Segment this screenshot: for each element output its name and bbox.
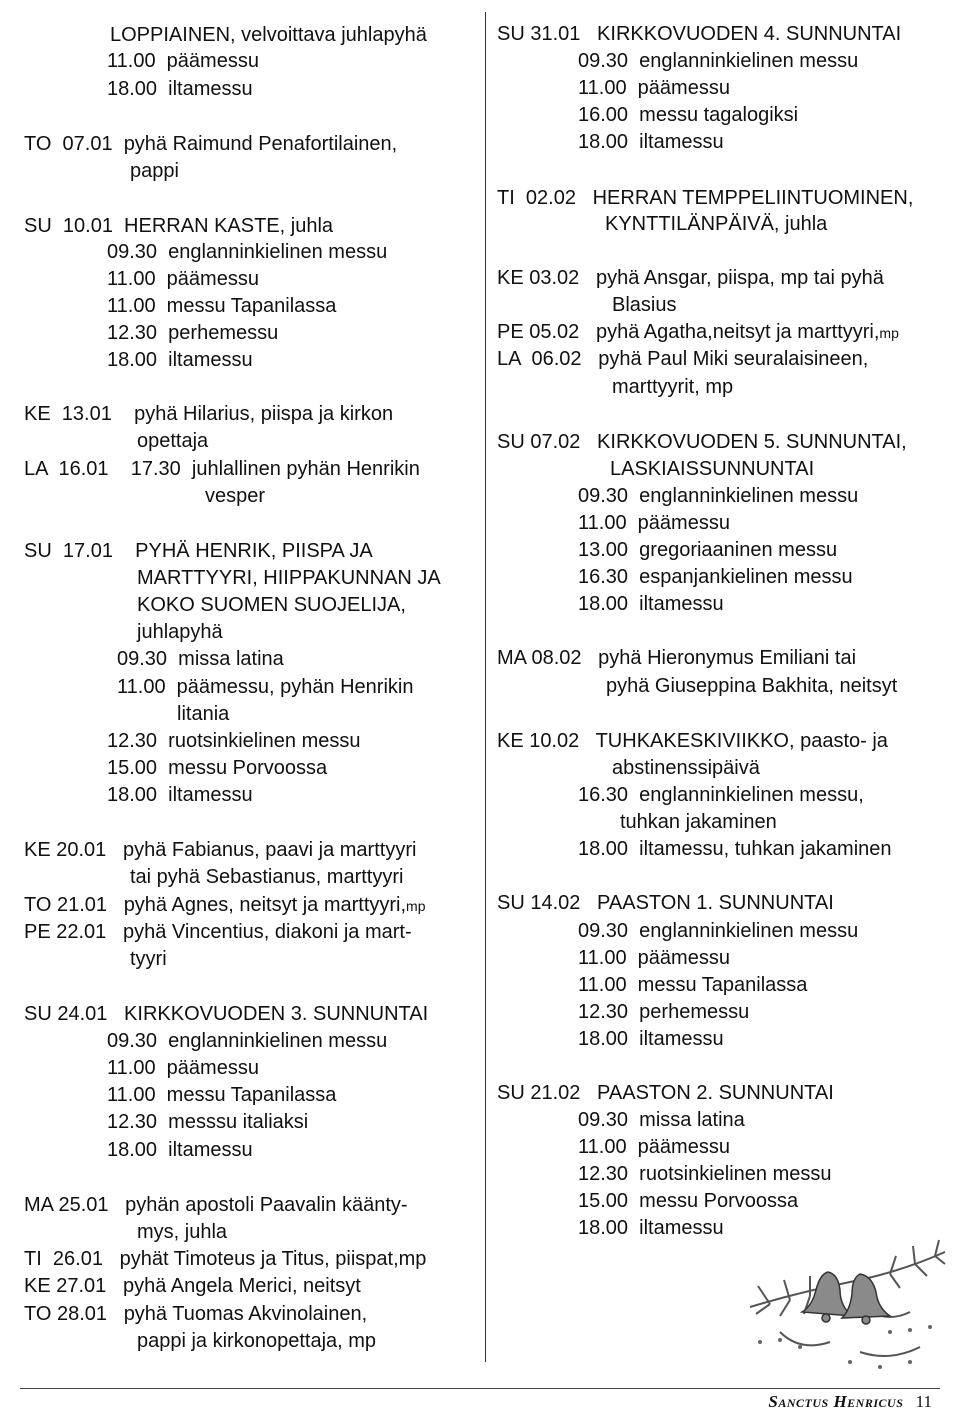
line-text: tuhkan jakaminen: [620, 811, 777, 833]
right-line: [497, 890, 834, 917]
line-text: 09.30 englanninkielinen messu: [578, 920, 859, 942]
left-line: [137, 592, 406, 619]
column-divider: [485, 12, 486, 1362]
line-text: 16.00 messu tagalogiksi: [578, 104, 799, 126]
right-line: [578, 102, 798, 129]
right-line: [578, 510, 730, 537]
publication-name: Sanctus Henricus: [768, 1392, 904, 1411]
line-text: tyyri: [130, 948, 167, 970]
right-line: [497, 645, 856, 672]
line-text: 16.30 espanjankielinen messu: [578, 566, 853, 588]
line-text: pappi: [130, 160, 179, 182]
left-line: [107, 293, 336, 320]
right-line: [578, 972, 807, 999]
line-text: PE 05.02 pyhä Agatha,neitsyt ja marttyyri,: [497, 321, 880, 343]
footer-rule: [20, 1388, 940, 1389]
left-line: [24, 919, 412, 946]
line-text: TI 02.02 HERRAN TEMPPELIINTUOMINEN,: [497, 187, 914, 209]
left-line: [107, 1055, 259, 1082]
line-text: 11.00 messu Tapanilassa: [107, 1084, 337, 1106]
line-text: SU 24.01 KIRKKOVUODEN 3. SUNNUNTAI: [24, 1003, 429, 1025]
line-text: 11.00 päämessu: [107, 268, 259, 290]
line-text: 18.00 iltamessu: [107, 78, 253, 100]
left-line: [24, 1301, 367, 1328]
left-line: [107, 755, 327, 782]
line-text: KE 20.01 pyhä Fabianus, paavi ja marttyyri: [24, 839, 417, 861]
left-line: [110, 22, 427, 49]
right-line: [578, 1161, 831, 1188]
left-line: [137, 428, 208, 455]
line-text: SU 31.01 KIRKKOVUODEN 4. SUNNUNTAI: [497, 23, 902, 45]
right-line: [578, 1134, 730, 1161]
left-line: [117, 646, 284, 673]
right-line: [578, 564, 853, 591]
line-text: LA 06.02 pyhä Paul Miki seuralaisineen,: [497, 348, 869, 370]
right-line: [578, 836, 892, 863]
line-text: 11.00 messu Tapanilassa: [107, 295, 337, 317]
left-line: [107, 1109, 308, 1136]
right-line: [578, 782, 864, 809]
line-text: LASKIAISSUNNUNTAI: [610, 458, 815, 480]
left-line: [107, 728, 360, 755]
line-text: 18.00 iltamessu: [578, 1217, 724, 1239]
line-text: KOKO SUOMEN SUOJELIJA,: [137, 594, 406, 616]
right-line: [578, 1026, 724, 1053]
line-text: KE 27.01 pyhä Angela Merici, neitsyt: [24, 1275, 361, 1297]
line-text: 11.00 päämessu: [107, 50, 259, 72]
line-text: 11.00 päämessu: [578, 947, 730, 969]
line-text: juhlapyhä: [137, 621, 223, 643]
left-line: [130, 158, 179, 185]
right-line: [578, 591, 724, 618]
right-line: [578, 1215, 724, 1242]
right-line: [612, 374, 733, 401]
left-line: [24, 401, 393, 428]
line-text: TI 26.01 pyhät Timoteus ja Titus, piispat,mp: [24, 1248, 427, 1270]
right-line: [612, 755, 760, 782]
right-line: [578, 999, 749, 1026]
line-text: 18.00 iltamessu: [578, 131, 724, 153]
left-line: [107, 320, 278, 347]
left-line: [137, 619, 223, 646]
right-line: [578, 1188, 798, 1215]
line-text: 12.30 messsu italiaksi: [107, 1111, 309, 1133]
line-text: TO 21.01 pyhä Agnes, neitsyt ja marttyyri,: [24, 894, 407, 916]
page-number: 11: [915, 1392, 932, 1411]
left-line: [130, 946, 167, 973]
line-text: PE 22.01 pyhä Vincentius, diakoni ja mart-: [24, 921, 412, 943]
left-line: [24, 131, 397, 158]
right-line: [497, 265, 884, 292]
line-text: TO 07.01 pyhä Raimund Penafortilainen,: [24, 133, 398, 155]
christmas-bells-icon: [740, 1212, 950, 1382]
right-line: [578, 945, 730, 972]
right-line: [578, 48, 858, 75]
line-text: 11.00 päämessu: [578, 512, 730, 534]
left-line: [107, 1137, 253, 1164]
right-line: [497, 429, 907, 456]
line-text: 09.30 englanninkielinen messu: [107, 241, 388, 263]
right-line: [497, 346, 868, 373]
line-text: KYNTTILÄNPÄIVÄ, juhla: [605, 213, 828, 235]
left-line: [24, 892, 425, 919]
line-text: litania: [177, 703, 230, 725]
right-line: [497, 1080, 834, 1107]
line-text: 11.00 messu Tapanilassa: [578, 974, 808, 996]
line-text: 09.30 englanninkielinen messu: [107, 1030, 388, 1052]
line-text: 18.00 iltamessu: [107, 784, 253, 806]
right-line: [578, 537, 837, 564]
right-line: [497, 21, 901, 48]
left-line: [107, 1082, 336, 1109]
right-line: [497, 185, 913, 212]
line-text: SU 14.02 PAASTON 1. SUNNUNTAI: [497, 892, 834, 914]
left-line: [107, 76, 253, 103]
line-text: 11.00 päämessu, pyhän Henrikin: [117, 676, 414, 698]
left-line: [107, 266, 259, 293]
line-text: pyhä Giuseppina Bakhita, neitsyt: [606, 675, 898, 697]
line-text: tai pyhä Sebastianus, marttyyri: [130, 866, 404, 888]
line-text: SU 10.01 HERRAN KASTE, juhla: [24, 215, 334, 237]
left-line: [24, 1192, 408, 1219]
line-text: 12.30 ruotsinkielinen messu: [107, 730, 361, 752]
left-line: [24, 538, 373, 565]
left-line: [107, 239, 387, 266]
line-text: KE 10.02 TUHKAKESKIVIIKKO, paasto- ja: [497, 730, 888, 752]
right-line: [578, 1107, 745, 1134]
left-line: [177, 701, 229, 728]
line-text: 18.00 iltamessu: [107, 349, 253, 371]
line-text: Blasius: [612, 294, 677, 316]
left-line: [24, 837, 416, 864]
line-text: 12.30 ruotsinkielinen messu: [578, 1163, 832, 1185]
left-line: [137, 1328, 376, 1355]
right-line: [620, 809, 777, 836]
line-text: 12.30 perhemessu: [578, 1001, 750, 1023]
right-line: [610, 456, 814, 483]
left-line: [24, 456, 420, 483]
line-text: 18.00 iltamessu: [578, 1028, 724, 1050]
line-text: 09.30 englanninkielinen messu: [578, 50, 859, 72]
line-text: TO 28.01 pyhä Tuomas Akvinolainen,: [24, 1303, 368, 1325]
line-suffix: mp: [406, 898, 426, 914]
line-text: 12.30 perhemessu: [107, 322, 279, 344]
left-line: [24, 213, 333, 240]
page-footer: [768, 1392, 932, 1412]
left-line: [137, 565, 441, 592]
line-text: MA 25.01 pyhän apostoli Paavalin käänty-: [24, 1194, 408, 1216]
left-line: [24, 1246, 426, 1273]
line-text: SU 17.01 PYHÄ HENRIK, PIISPA JA: [24, 540, 373, 562]
left-line: [117, 674, 413, 701]
line-text: pappi ja kirkonopettaja, mp: [137, 1330, 377, 1352]
line-text: SU 07.02 KIRKKOVUODEN 5. SUNNUNTAI,: [497, 431, 907, 453]
line-text: 16.30 englanninkielinen messu,: [578, 784, 864, 806]
line-text: 11.00 päämessu: [107, 1057, 259, 1079]
line-text: 15.00 messu Porvoossa: [578, 1190, 799, 1212]
line-text: MARTTYYRI, HIIPPAKUNNAN JA: [137, 567, 441, 589]
line-text: marttyyrit, mp: [612, 376, 734, 398]
left-line: [24, 1273, 361, 1300]
line-text: 11.00 päämessu: [578, 1136, 730, 1158]
line-text: mys, juhla: [137, 1221, 228, 1243]
line-text: MA 08.02 pyhä Hieronymus Emiliani tai: [497, 647, 857, 669]
right-line: [497, 728, 888, 755]
line-text: 09.30 englanninkielinen messu: [578, 485, 859, 507]
line-text: KE 13.01 pyhä Hilarius, piispa ja kirkon: [24, 403, 394, 425]
line-text: KE 03.02 pyhä Ansgar, piispa, mp tai pyhä: [497, 267, 884, 289]
line-suffix: mp: [879, 325, 899, 341]
line-text: opettaja: [137, 430, 209, 452]
line-text: LOPPIAINEN, velvoittava juhlapyhä: [110, 24, 427, 46]
line-text: 13.00 gregoriaaninen messu: [578, 539, 838, 561]
left-line: [24, 1001, 428, 1028]
left-line: [107, 48, 259, 75]
right-line: [578, 918, 858, 945]
line-text: 18.00 iltamessu: [107, 1139, 253, 1161]
left-line: [107, 1028, 387, 1055]
left-line: [107, 347, 253, 374]
line-text: vesper: [205, 485, 266, 507]
line-text: 09.30 missa latina: [578, 1109, 745, 1131]
line-text: 18.00 iltamessu: [578, 593, 724, 615]
right-line: [605, 211, 827, 238]
left-line: [130, 864, 403, 891]
line-text: 15.00 messu Porvoossa: [107, 757, 328, 779]
line-text: LA 16.01 17.30 juhlallinen pyhän Henrikin: [24, 458, 420, 480]
line-text: 09.30 missa latina: [117, 648, 284, 670]
right-line: [578, 483, 858, 510]
line-text: SU 21.02 PAASTON 2. SUNNUNTAI: [497, 1082, 834, 1104]
right-line: [497, 319, 899, 346]
right-line: [606, 673, 897, 700]
left-line: [107, 782, 253, 809]
right-line: [578, 75, 730, 102]
line-text: 18.00 iltamessu, tuhkan jakaminen: [578, 838, 892, 860]
line-text: 11.00 päämessu: [578, 77, 730, 99]
left-line: [137, 1219, 227, 1246]
right-line: [612, 292, 676, 319]
right-line: [578, 129, 724, 156]
left-line: [205, 483, 265, 510]
line-text: abstinenssipäivä: [612, 757, 760, 779]
